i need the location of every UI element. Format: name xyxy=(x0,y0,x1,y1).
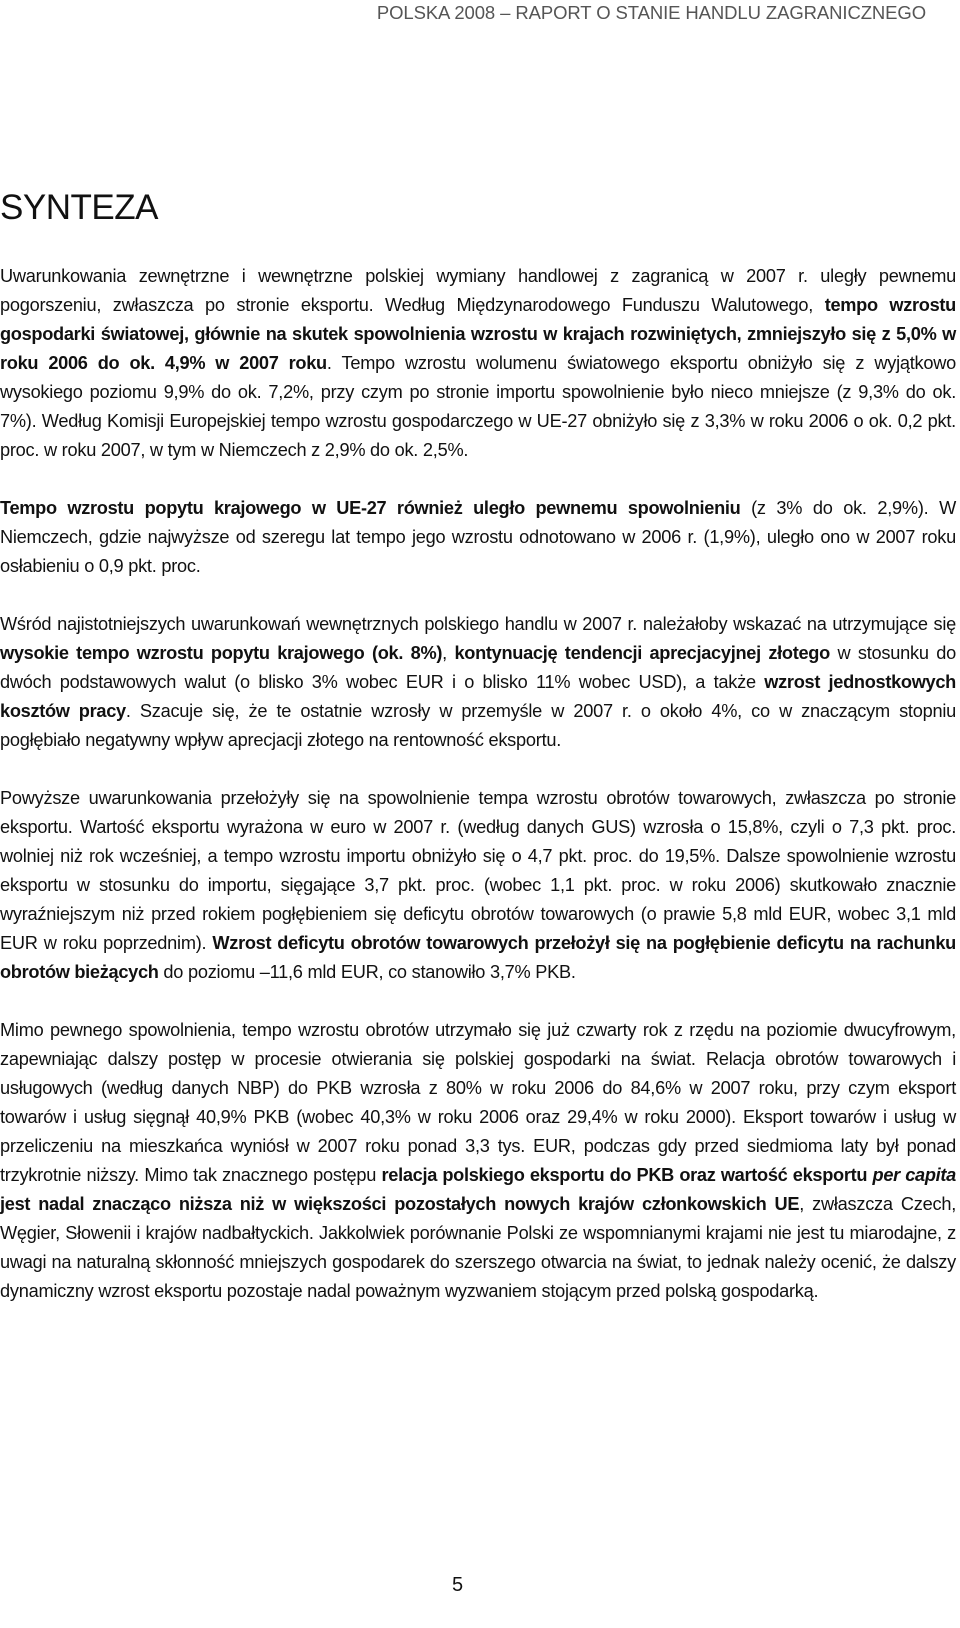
paragraph-3 xyxy=(0,610,956,755)
paragraph-1 xyxy=(0,262,956,465)
text-run: . Szacuje się, że te ostatnie wzrosły w przemyśle w 2007 r. o około 4%, co w znaczącym stopniu pogłębiało negatywny wpływ aprecjacji złotego na rentowność eksportu. xyxy=(0,701,956,750)
bold-text: Wzrost deficytu obrotów towarowych przełożył się na pogłębienie deficytu na rachunku obrotów bieżących xyxy=(0,933,956,982)
body-text xyxy=(0,262,956,1335)
bold-text: tempo wzrostu gospodarki światowej, głównie na skutek spowolnienia wzrostu w krajach rozwiniętych, zmniejszyło się z 5,0% w roku 2006 do ok. 4,9% w 2007 roku xyxy=(0,295,956,373)
running-header: POLSKA 2008 – RAPORT O STANIE HANDLU ZAGRANICZNEGO xyxy=(376,2,926,23)
bold-text: relacja polskiego eksportu do PKB oraz wartość eksportu xyxy=(381,1165,873,1185)
emphasis-text: per capita xyxy=(872,1165,956,1185)
bold-text xyxy=(873,1165,956,1185)
bold-text: wzrost jednostkowych kosztów pracy xyxy=(0,672,956,721)
bold-text: jest nadal znacząco niższa niż w większości pozostałych nowych krajów członkowskich UE xyxy=(0,1194,800,1214)
text-run: do poziomu –11,6 mld EUR, co stanowiło 3,7% PKB. xyxy=(158,962,576,982)
bold-text: wysokie tempo wzrostu popytu krajowego (ok. 8%) xyxy=(0,643,443,663)
text-run: Uwarunkowania zewnętrzne i wewnętrzne polskiej wymiany handlowej z zagranicą w 2007 r. uległy pewnemu pogorszeniu, zwłaszcza po stronie eksportu. Według Międzynarodowego Funduszu Walutowego, xyxy=(0,266,956,315)
text-run: , zwłaszcza Czech, Węgier, Słowenii i krajów nadbałtyckich. Jakkolwiek porównanie Polski ze wspomnianymi krajami nie jest tu miarodajne, z uwagi na naturalną skłonność mniejszych gospodarek do szerszego otwarcia na świat, to jednak należy ocenić, że dalszy dynamiczny wzrost eksportu pozostaje nadal poważnym wyzwaniem stojącym przed polską gospodarką. xyxy=(0,1194,957,1301)
text-run: Wśród najistotniejszych uwarunkowań wewnętrznych polskiego handlu w 2007 r. należałoby wskazać na utrzymujące się xyxy=(0,614,956,634)
text-run: w stosunku do dwóch podstawowych walut (o blisko 3% wobec EUR i o blisko 11% wobec USD), a także xyxy=(0,643,956,692)
section-title: SYNTEZA xyxy=(0,188,158,227)
bold-text: kontynuację tendencji aprecjacyjnej złotego xyxy=(454,643,830,663)
page-number: 5 xyxy=(452,1574,464,1596)
text-run: , xyxy=(442,643,455,663)
text-run: (z 3% do ok. 2,9%). W Niemczech, gdzie najwyższe od szeregu lat tempo jego wzrostu odnotowano w 2006 r. (1,9%), uległo ono w 2007 roku osłabieniu o 0,9 pkt. proc. xyxy=(0,498,956,576)
text-run: Mimo pewnego spowolnienia, tempo wzrostu obrotów utrzymało się już czwarty rok z rzędu na poziomie dwucyfrowym, zapewniając dalszy postęp w procesie otwierania się polskiej gospodarki na świat. Relacja obrotów towarowych i usługowych (według danych NBP) do PKB wzrosła z 80% w roku 2006 do 84,6% w 2007 roku, przy czym eksport towarów i usług sięgnął 40,9% PKB (wobec 40,3% w roku 2006 oraz 29,4% w roku 2000). Eksport towarów i usług w przeliczeniu na mieszkańca wyniósł w 2007 roku ponad 3,3 tys. EUR, podczas gdy przed siedmioma laty był ponad trzykrotnie niższy. Mimo tak znacznego postępu xyxy=(0,1020,956,1185)
text-run: . Tempo wzrostu wolumenu światowego eksportu obniżyło się z wyjątkowo wysokiego poziomu 9,9% do ok. 7,2%, przy czym po stronie importu spowolnienie było nieco mniejsze (z 9,3% do ok. 7%). Według Komisji Europejskiej tempo wzrostu gospodarczego w UE-27 obniżyło się z 3,3% w roku 2006 o ok. 0,2 pkt. proc. w roku 2007, w tym w Niemczech z 2,9% do ok. 2,5%. xyxy=(0,353,956,460)
paragraph-2 xyxy=(0,494,956,581)
paragraph-4 xyxy=(0,784,956,987)
bold-text: Tempo wzrostu popytu krajowego w UE-27 również uległo pewnemu spowolnieniu xyxy=(0,498,741,518)
text-run: Powyższe uwarunkowania przełożyły się na spowolnienie tempa wzrostu obrotów towarowych, zwłaszcza po stronie eksportu. Wartość eksportu wyrażona w euro w 2007 r. (według danych GUS) wzrosła o 15,8%, czyli o 7,3 pkt. proc. wolniej niż rok wcześniej, a tempo wzrostu importu obniżyło się o 4,7 pkt. proc. do 19,5%. Dalsze spowolnienie wzrostu eksportu w stosunku do importu, sięgające 3,7 pkt. proc. (wobec 1,1 pkt. proc. w roku 2006) skutkowało znacznie wyraźniejszym niż przed rokiem pogłębieniem się deficytu obrotów towarowych (o prawie 5,8 mld EUR, wobec 3,1 mld EUR w roku poprzednim). xyxy=(0,788,956,953)
paragraph-5 xyxy=(0,1016,956,1306)
